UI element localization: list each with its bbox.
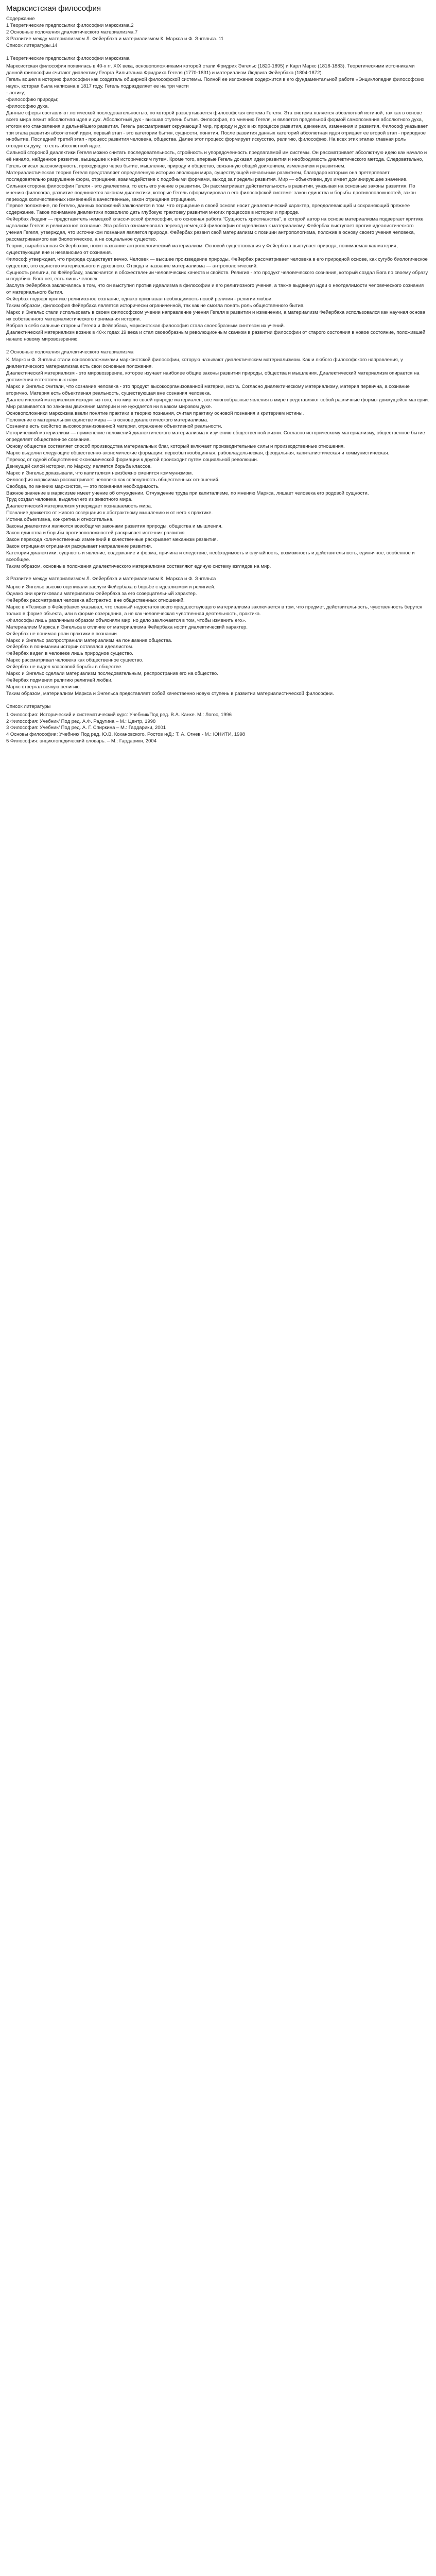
paragraph: Таким образом, материализм Маркса и Энгельса представляет собой качественно новую ступень в развитии материалистической философии.: [6, 690, 334, 697]
paragraph: Первое положение, по Гегелю, данных положений заключается в том, что отрицание в своей основе носит диалектический характер, преодолевающий и сохраняющий прежнее содержание. Такое понимание диалектики позволило дать глубокую трактовку развития многих процессов в истории и природе.: [6, 203, 410, 216]
paragraph: Данные сферы составляют логической последовательностью, по которой развертывается философская система Гегеля. Эта система является абсолютной истиной, так как в основе всего мира лежит абсолютная идея и дух. Абсолютный дух - высшая ступень бытия. Философия, по мнению Гегеля, и является предельной формой самопознания абсолютного духа, итогом его становления и дальнейшего развития. Гегель рассматривает окружающий мир, природу и дух в их процессе развития, движения, изменения и развития. Философ указывает три этапа развития абсолютной идеи, первый этап - это категории бытия, сущности, понятия. После развития данных категорий абсолютная идея отрицает ее второй этап - природное инобытие. Последний третий этап - процесс развития человека, общества. Далее этот процесс формирует искусство, религию, философию. На всех этих этапах главная роль отводится духу, то есть абсолютной идее.: [6, 110, 428, 149]
section-heading: 1 Теоретические предпосылки философии марксизма: [6, 55, 130, 61]
paragraph: Диалектический материализм утверждает познаваемость мира.: [6, 503, 152, 510]
section-heading: 3 Развитие между материализмом Л. Фейербаха и материализмом К. Маркса и Ф. Энгельса: [6, 576, 216, 582]
paragraph: Свобода, по мнению марксистов, — это познанная необходимость.: [6, 483, 160, 489]
paragraph: Фейербах не понимал роли практики в познании.: [6, 631, 118, 637]
paragraph: Категории диалектики: сущность и явление, содержание и форма, причина и следствие, необходимость и случайность, возможность и действительность, единичное, особенное и всеобщее.: [6, 550, 415, 563]
paragraph: Вобрав в себя сильные стороны Гегеля и Фейербаха, марксистская философия стала своеобразным синтезом их учений.: [6, 323, 285, 329]
paragraph: Сильная сторона философии Гегеля - это диалектика, то есть его учение о развитии. Он рассматривает действительность в развитии, указывая на основные законы развития. По мнению философа, развитие подчиняется законам диалектики, которые Гегель сформулировал в его философской системе: закон единства и борьбы противоположностей, закон перехода количественных изменений в качественные, закон отрицания отрицания.: [6, 183, 416, 202]
paragraph: К. Маркс и Ф. Энгельс стали основоположниками марксистской философии, которую называют диалектическим материализмом. Как и любого философского направления, у диалектического материализма есть свои основные положения.: [6, 357, 403, 370]
toc-heading: Содержание: [6, 16, 35, 22]
paragraph: Истина объективна, конкретна и относительна.: [6, 517, 114, 523]
paragraph: Познание движется от живого созерцания к абстрактному мышлению и от него к практике.: [6, 510, 213, 516]
paragraph: Исторический материализм — применение положений диалектического материализма к изучению общественной жизни. Согласно историческому материализму, общественное бытие определяет общественное сознание.: [6, 430, 425, 443]
toc-item: Список литературы.14: [6, 42, 58, 48]
paragraph: Переход от одной общественно-экономической формации к другой происходит путем социальной революции.: [6, 457, 258, 463]
section-1: [6, 56, 430, 343]
section-2: [6, 349, 430, 570]
paragraph: Важное значение в марксизме имеет учение об отчуждении. Отчуждение труда при капитализме, по мнению Маркса, лишает человека его родовой сущности.: [6, 490, 369, 496]
paragraph: Закон отрицания отрицания раскрывает направление развития.: [6, 543, 152, 549]
paragraph: Фейербах рассматривал человека абстрактно, вне общественных отношений.: [6, 598, 185, 604]
paragraph: Фейербах Людвиг — представитель немецкой классической философии, его основная работа "Сущность христианства", в которой автор на основе материализма подвергает критике идеализм Гегеля и религиозное сознание. Эта работа ознаменовала переход немецкой философии от идеализма к материализму. Фейербах выступает против идеалистического учения Гегеля, утверждая, что источником познания является природа. Фейербах развил свой материализм с позиции антропологизма, положив в основу своего учения человека, рассматриваемого как биологическое, а не социальное существо.: [6, 216, 424, 242]
paragraph: Таким образом, основные положения диалектического материализма составляют единую систему взглядов на мир.: [6, 563, 271, 569]
section-heading: 2 Основные положения диалектического материализма: [6, 349, 134, 355]
paragraph: Труд создал человека, выделил его из животного мира.: [6, 497, 133, 503]
references: [6, 704, 430, 745]
paragraph: Философия марксизма рассматривает человека как совокупность общественных отношений.: [6, 477, 220, 483]
paragraph: Фейербах в понимании истории оставался идеалистом.: [6, 644, 133, 650]
paragraph: Маркс в «Тезисах о Фейербахе» указывал, что главный недостаток всего предшествующего материализма заключается в том, что предмет, действительность, чувственность берутся только в форме объекта, или в форме созерцания, а не как человеческая чувственная деятельность, практика.: [6, 604, 423, 617]
paragraph: Диалектический материализм - это мировоззрение, которое изучает наиболее общие законы развития природы, общества и мышления. Диалектический материализм опирается на достижения естественных наук.: [6, 370, 420, 383]
paragraph: Маркс и Энгельс стали использовать в своем философском учении направление учения Гегеля в развитии и изменении, а материализм Фейербаха использовался как научная основа их собственного материалистического понимания истории.: [6, 309, 426, 322]
paragraph: Заслуга Фейербаха заключалась в том, что он выступил против идеализма в философии и его религиозного учения, а также выдвинул идеи о неотделимости человеческого сознания от материального бытия.: [6, 283, 424, 296]
paragraph: Диалектический материализм возник в 40-х годах 19 века и стал своеобразным революционным скачком в развитии философии от старого состояния в новое состояние, положившей начало новому мировоззрению.: [6, 329, 426, 342]
paragraph: Фейербах подменил религию религией любви.: [6, 677, 113, 683]
paragraph: Маркс и Энгельс высоко оценивали заслуги Фейербаха в борьбе с идеализмом и религией.: [6, 584, 216, 590]
paragraph: Фейербах видел в человеке лишь природное существо.: [6, 651, 133, 657]
paragraph: Законы диалектики являются всеобщими законами развития природы, общества и мышления.: [6, 523, 223, 530]
paragraph: Гегель вошел в историю философии как создатель общирной философской системы. Полной ее изложение содержится в его фундаментальной работе «Энциклопедия философских наук», которая была написана в 1817 году. Гегель подразделяет ее на три части: [6, 77, 425, 90]
paragraph: Философ утверждает, что природа существует вечно. Человек — высшее произведение природы. Фейербах рассматривает человека в его природной основе, как сугубо биологическое существо, это единство материального и духовного. Отсюда и название материализма — антропологический.: [6, 256, 428, 269]
page-title: Марксистская философия: [6, 4, 101, 13]
paragraph: Маркс и Энгельс считали, что сознание человека - это продукт высокоорганизованной материи, мозга. Согласно диалектическому материализму, материя первична, а сознание вторично. Материя есть объективная реальность, существующая вне сознания человека.: [6, 384, 410, 396]
paragraph: Фейербах подверг критике религиозное сознание, однако признавал необходимость новой религии - религии любви.: [6, 296, 273, 302]
paragraph: Сильной стороной диалектики Гегеля можно считать последовательность, стройность и упорядоченность предлагаемой им системы. Он рассматривает абсолютную идею как начало и её начало, найденное развитие, вышедшее к ней историческим путем. Кроме того, впервые Гегель доказал идеи развития и необходимость диалектического метода. Следовательно, Гегель описал закономерность, проходящую через бытие, мышление, природу и общество, связанную общей движением, изменением и развитием.: [6, 150, 427, 170]
paragraph: Материализм Маркса и Энгельса в отличие от материализма Фейербаха носит диалектический характер.: [6, 624, 248, 630]
reference-item: 5 Философия: энциклопедический словарь. – М.: Гардарики, 2004: [6, 738, 156, 744]
paragraph: Материалистическая теория Гегеля представляет определенную историю эволюции мира, существующей начальным развитием, благодаря которым она претерпевает последовательно разрушение форм, отрицание, взаимодействие с подобными формами, выход за пределы развития. Мир — объективен, дух имеет доминирующее значение.: [6, 170, 408, 182]
paragraph: Маркс рассматривал человека как общественное существо.: [6, 657, 144, 664]
paragraph: Маркс и Энгельс распространили материализм на понимание общества.: [6, 637, 172, 643]
paragraph: - логику;: [6, 90, 26, 96]
paragraph: Однако они критиковали материализм Фейербаха за его созерцательный характер.: [6, 591, 197, 597]
paragraph: «Философы лишь различным образом объясняли мир, но дело заключается в том, чтобы изменить его».: [6, 617, 247, 623]
toc-item: 1 Теоретические предпосылки философии марксизма.2: [6, 22, 134, 28]
paragraph: Маркс и Энгельс сделали материализм последовательным, распространив его на общество.: [6, 671, 218, 677]
reference-item: 1 Философия: Исторический и систематический курс: Учебник/Под ред. В.А. Канке. М.: Логос, 1996: [6, 711, 232, 718]
section-3: [6, 576, 430, 697]
paragraph: Основу общества составляет способ производства материальных благ, который включает производительные силы и производственные отношения.: [6, 444, 345, 450]
table-of-contents: [6, 16, 430, 49]
paragraph: Фейербах не видел классовой борьбы в обществе.: [6, 664, 123, 670]
paragraph: Основоположники марксизма ввели понятие практики в теорию познания, считая практику основой познания и критерием истины.: [6, 410, 304, 416]
paragraph: Диалектический материализм исходит из того, что мир по своей природе материален, все многообразные явления в мире представляют собой различные формы движущейся материи. Мир развивается по законам движения материи и не нуждается ни в каком мировом духе.: [6, 397, 429, 410]
paragraph: Таким образом, философия Фейербаха является исторически ограниченной, так как не смогла понять роль общественного бытия.: [6, 303, 305, 309]
paragraph: Сущность религии, по Фейербаху, заключается в обожествлении человеческих качеств и свойств. Религия - это продукт человеческого сознания, который создал Бога по своему образу и подобию. Бога нет, есть лишь человек.: [6, 269, 428, 282]
paragraph: -философию природы;: [6, 96, 59, 103]
paragraph: Маркс отвергал всякую религию.: [6, 684, 81, 690]
paragraph: Движущей силой истории, по Марксу, является борьба классов.: [6, 463, 152, 469]
paragraph: Закон перехода количественных изменений в качественные раскрывает механизм развития.: [6, 536, 218, 543]
reference-item: 3 Философия: Учебник/ Под ред. А. Г. Спиркина – М.: Гардарики, 2001: [6, 725, 166, 731]
paragraph: Теория, выработанная Фейербахом, носит название антропологический материализм. Основой существования у Фейербаха выступает природа, понимаемая как материя, существующая вне и независимо от сознания.: [6, 243, 398, 256]
paragraph: Маркс выделил следующие общественно-экономические формации: первобытнообщинная, рабовладельческая, феодальная, капиталистическая и коммунистическая.: [6, 450, 390, 456]
paragraph: Маркс и Энгельс доказывали, что капитализм неизбежно сменится коммунизмом.: [6, 470, 193, 476]
paragraph: Положение о материальном единстве мира — в основе диалектического материализма.: [6, 417, 208, 423]
toc-item: 3 Развитие между материализмом Л. Фейербаха и материализмом К. Маркса и Ф. Энгельса. 11: [6, 36, 224, 42]
paragraph: Закон единства и борьбы противоположностей раскрывает источник развития.: [6, 530, 186, 536]
paragraph: Сознание есть свойство высокоорганизованной материи, отражение объективной реальности.: [6, 423, 222, 430]
paragraph: -философию духа.: [6, 103, 49, 109]
references-heading: Список литературы: [6, 703, 51, 709]
reference-item: 4 Основы философии: Учебник/ Под ред. Ю.В. Кохановского. Ростов н/Д.: Т. А. Огнев - М.: ЮНИТИ, 1998: [6, 732, 246, 738]
paragraph: Марксистская философия появилась в 40-х гг. XIX века, основоположниками которой стали Фридрих Энгельс (1820-1895) и Карл Маркс (1818-1883). Теоретическими источниками данной философии считают диалектику Георга Вильгельма Фридриха Гегеля (1770-1831) и материализм Людвига Фейербаха (1804-1872).: [6, 63, 415, 76]
reference-item: 2 Философия: Учебник/ Под ред. А.Ф. Радугина – М.: Центр, 1998: [6, 718, 156, 724]
toc-item: 2 Основные положения диалектического материализма.7: [6, 29, 138, 35]
